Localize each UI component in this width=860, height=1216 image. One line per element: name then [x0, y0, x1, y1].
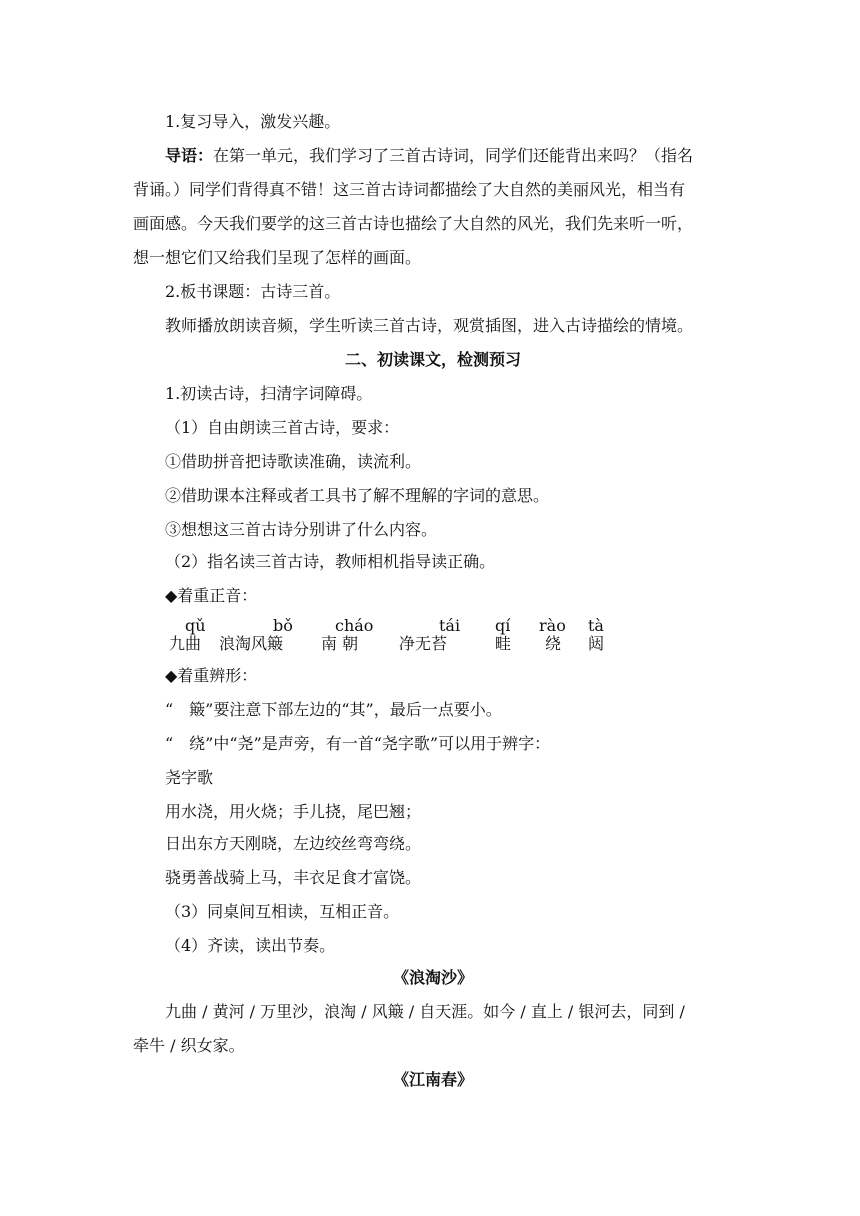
char-nanchao: 南 朝: [321, 634, 359, 653]
step-group-read: （4）齐读，读出节奏。: [165, 936, 336, 955]
step-named-read: （2）指名读三首古诗，教师相机指导读正确。: [165, 552, 496, 571]
pinyin-chao: cháo: [335, 616, 374, 635]
paragraph-audio: 教师播放朗读音频，学生听读三首古诗，观赏插图，进入古诗描绘的情境。: [165, 316, 694, 335]
section-heading: 二、初读课文，检测预习: [344, 350, 521, 369]
char-langtaofengbo: 浪淘风簸: [219, 634, 284, 653]
paragraph-lead-in: [165, 146, 693, 166]
requirement-2: ②借助课本注释或者工具书了解不理解的字词的意思。: [165, 486, 550, 505]
lead-in-line-4: 想一想它们又给我们呈现了怎样的画面。: [133, 248, 422, 267]
poem1-line-1: 九曲 / 黄河 / 万里沙，浪淘 / 风簸 / 自天涯。如今 / 直上 / 银河去，同到 /: [165, 1002, 685, 1021]
step-first-read: 1.初读古诗，扫清字词障碍。: [165, 384, 373, 403]
song-line-3: 骁勇善战骑上马，丰衣足食才富饶。: [165, 868, 422, 887]
poem-title-langtaosha: 《浪淘沙》: [392, 968, 473, 987]
char-jiuqu: 九曲: [169, 634, 202, 653]
char-jingwutai: 净无苔: [399, 634, 448, 653]
paragraph-board-title: 2.板书课题：古诗三首。: [165, 282, 341, 301]
requirement-3: ③想想这三首古诗分别讲了什么内容。: [165, 520, 438, 539]
shape-note-bo: “ 簸”要注意下部左边的“其”，最后一点要小。: [165, 700, 502, 719]
poem-title-jiangnanchun: 《江南春》: [392, 1070, 473, 1089]
char-ta: 闼: [588, 634, 605, 653]
lead-in-line-2: 背诵。）同学们背得真不错！这三首古诗词都描绘了大自然的美丽风光，相当有: [133, 180, 686, 199]
step-peer-read: （3）同桌间互相读，互相正音。: [165, 902, 400, 921]
lead-in-label: 导语：: [165, 146, 214, 165]
pinyin-table: [133, 617, 733, 657]
paragraph-review-intro: 1.复习导入，激发兴趣。: [165, 112, 341, 131]
shape-heading: ◆着重辨形：: [165, 666, 258, 685]
char-qi: 畦: [495, 634, 512, 653]
song-line-1: 用水浇，用火烧；手儿挠，尾巴翘；: [165, 802, 422, 821]
poem1-line-2: 牵牛 / 织女家。: [133, 1036, 245, 1055]
pinyin-tai: tái: [439, 616, 461, 635]
char-rao: 绕: [545, 634, 562, 653]
pinyin-qu: qǔ: [185, 616, 206, 635]
song-line-2: 日出东方天刚晓，左边绞丝弯弯绕。: [165, 834, 422, 853]
step-free-read: （1）自由朗读三首古诗，要求：: [165, 418, 400, 437]
requirement-1: ①借助拼音把诗歌读准确，读流利。: [165, 452, 422, 471]
song-title: 尧字歌: [165, 768, 214, 787]
pronunciation-heading: ◆着重正音：: [165, 586, 258, 605]
lead-in-line-1: 在第一单元，我们学习了三首古诗词，同学们还能背出来吗？（指名: [213, 146, 694, 165]
pinyin-rao: rào: [539, 616, 566, 635]
shape-note-rao: “ 绕”中“尧”是声旁，有一首“尧字歌”可以用于辨字：: [165, 734, 551, 753]
pinyin-qi: qí: [495, 616, 511, 635]
lead-in-line-3: 画面感。今天我们要学的这三首古诗也描绘了大自然的风光，我们先来听一听，: [133, 214, 694, 233]
pinyin-ta: tà: [588, 616, 604, 635]
pinyin-bo: bǒ: [273, 616, 293, 635]
